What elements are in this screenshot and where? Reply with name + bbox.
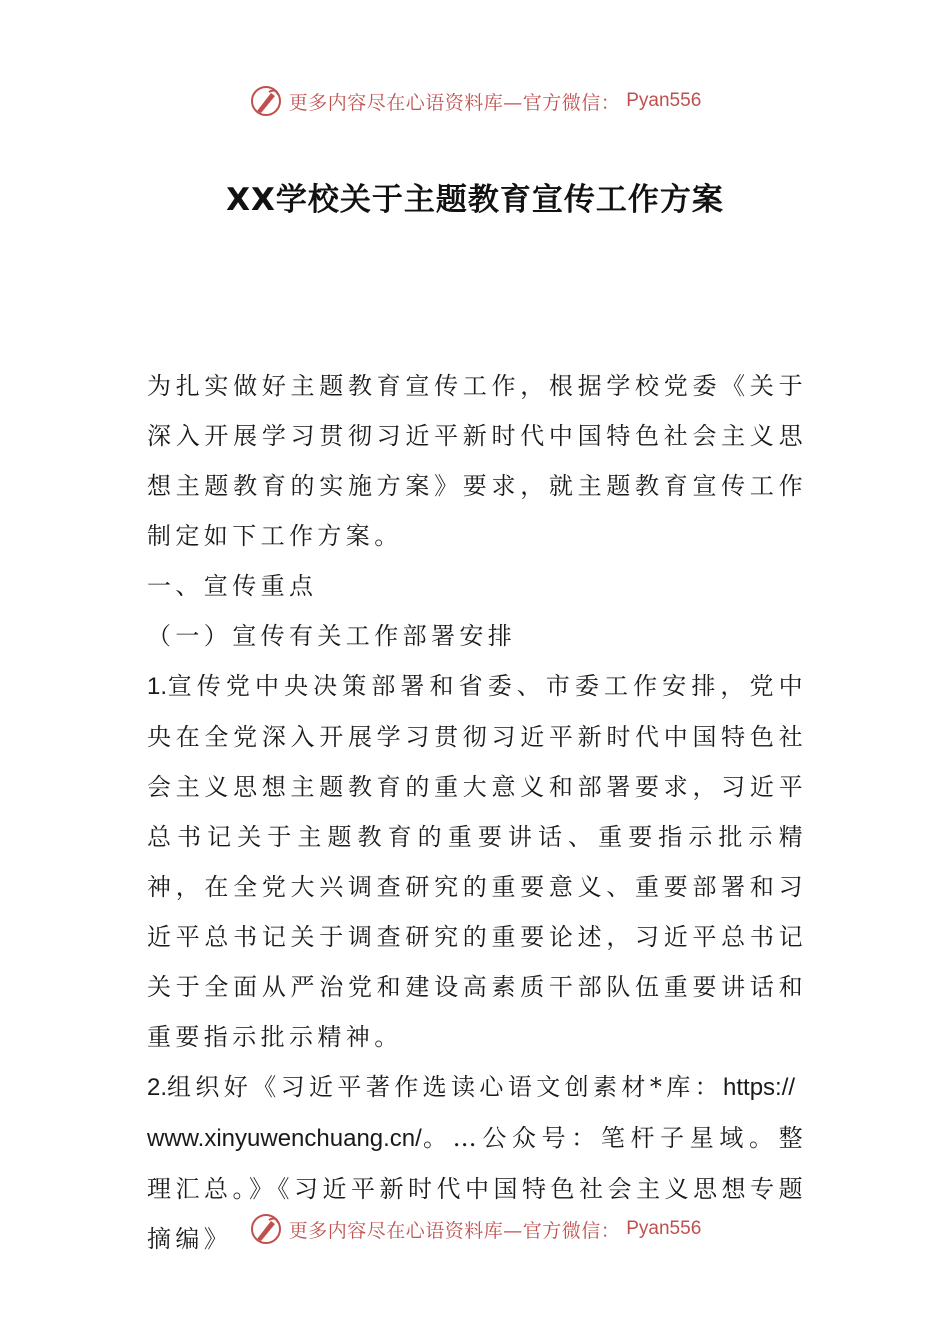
- item-2-line-2: 。…公众号：笔杆子星域。整理汇总。》《习近平新时代中国特色社会主义思想专题摘编》: [147, 1124, 807, 1253]
- watermark-text: 更多内容尽在心语资料库—官方微信：: [288, 1219, 621, 1242]
- document-title: XX学校关于主题教育宣传工作方案: [226, 182, 724, 218]
- watermark-text: 更多内容尽在心语资料库—官方微信：: [288, 91, 621, 114]
- item-2-url-part-2: www.xinyuwenchuang.cn/: [147, 1125, 422, 1152]
- pen-logo-icon: [249, 1212, 283, 1246]
- item-2-line-1: 组织好《习近平著作选读心语文创素材*库：: [167, 1073, 724, 1101]
- intro-paragraph: 为扎实做好主题教育宣传工作，根据学校党委《关于深入开展学习贯彻习近平新时代中国特色社会主义思想主题教育的实施方案》要求，就主题教育宣传工作制定如下工作方案。: [147, 372, 807, 550]
- item-2-number: 2.: [147, 1074, 168, 1101]
- header-watermark: [0, 84, 950, 118]
- item-1-paragraph: [147, 661, 807, 1062]
- watermark-id: Pyan556: [626, 1218, 702, 1239]
- section-heading: 一、宣传重点: [147, 572, 318, 600]
- item-2-url-part-1: https://: [723, 1074, 796, 1101]
- subsection-heading: （一）宣传有关工作部署安排: [147, 622, 517, 650]
- item-1-number: 1.: [147, 673, 168, 700]
- document-body: [147, 361, 807, 1264]
- footer-watermark: [0, 1212, 950, 1246]
- item-1-text: 宣传党中央决策部署和省委、市委工作安排，党中央在全党深入开展学习贯彻习近平新时代中国特色社会主义思想主题教育的重大意义和部署要求，习近平总书记关于主题教育的重要讲话、重要指示批示精神，在全党大兴调查研究的重要意义、重要部署和习近平总书记关于调查研究的重要论述，习近平总书记关于全面从严治党和建设高素质干部队伍重要讲话和重要指示批示精神。: [147, 672, 807, 1051]
- pen-logo-icon: [249, 84, 283, 118]
- watermark-id: Pyan556: [626, 90, 702, 111]
